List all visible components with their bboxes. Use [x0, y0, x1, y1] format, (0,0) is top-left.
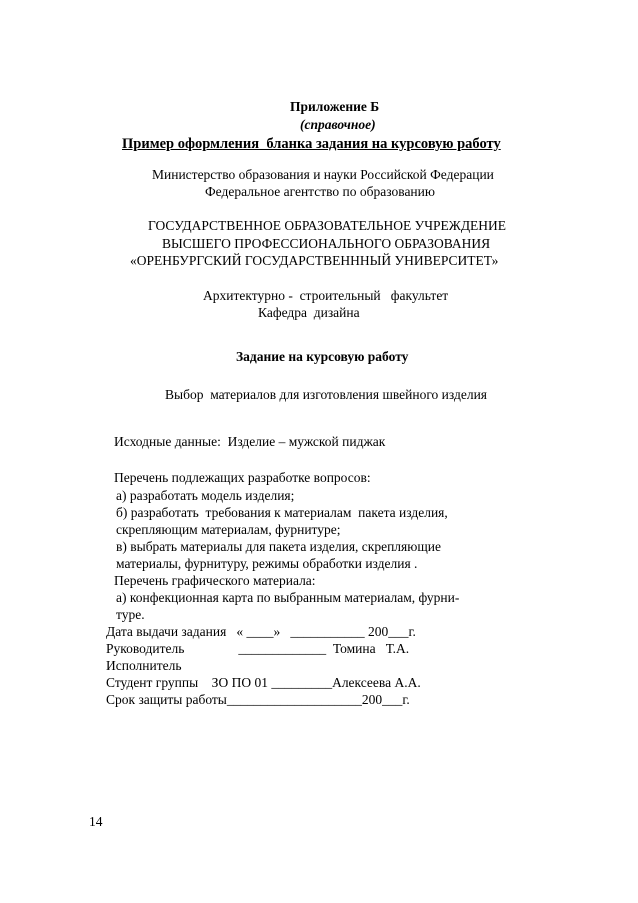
questions-heading: Перечень подлежащих разработке вопросов: [114, 470, 371, 485]
question-b-line-2: скрепляющим материалам, фурнитуре; [116, 522, 341, 537]
department-line: Кафедра дизайна [258, 305, 360, 320]
graphics-a-line-1: а) конфекционная карта по выбранным материалам, фурни- [116, 590, 460, 605]
ministry-line: Министерство образования и науки Российской Федерации [152, 167, 494, 182]
graphics-a-line-2: туре. [116, 607, 145, 622]
executor-field: Исполнитель [106, 658, 182, 673]
org-line-2: ВЫСШЕГО ПРОФЕССИОНАЛЬНОГО ОБРАЗОВАНИЯ [162, 236, 491, 251]
agency-line: Федеральное агентство по образованию [205, 184, 435, 199]
main-title: Пример оформления бланка задания на курсовую работу [122, 136, 501, 152]
assignment-topic: Выбор материалов для изготовления швейного изделия [165, 387, 488, 402]
assignment-title: Задание на курсовую работу [236, 349, 409, 364]
question-c-line-1: в) выбрать материалы для пакета изделия, скрепляющие [116, 539, 441, 554]
question-a: а) разработать модель изделия; [116, 488, 295, 503]
issue-date-field: Дата выдачи задания « ____» ___________ 200___г. [106, 624, 416, 639]
faculty-line: Архитектурно - строительный факультет [203, 288, 449, 303]
question-c-line-2: материалы, фурнитуру, режимы обработки изделия . [116, 556, 418, 571]
student-field: Студент группы ЗО ПО 01 _________Алексеева А.А. [106, 675, 421, 690]
org-line-1: ГОСУДАРСТВЕННОЕ ОБРАЗОВАТЕЛЬНОЕ УЧРЕЖДЕНИЕ [148, 218, 507, 233]
source-data-line: Исходные данные: Изделие – мужской пиджак [114, 434, 386, 449]
appendix-title: Приложение Б [290, 99, 380, 114]
graphics-heading: Перечень графического материала: [114, 573, 316, 588]
org-line-3: «ОРЕНБУРГСКИЙ ГОСУДАРСТВЕНННЫЙ УНИВЕРСИТЕТ» [130, 253, 499, 268]
question-b-line-1: б) разработать требования к материалам пакета изделия, [116, 505, 448, 520]
defense-date-field: Срок защиты работы____________________200___г. [106, 692, 410, 707]
supervisor-field: Руководитель _____________ Томина Т.А. [106, 641, 410, 656]
appendix-note: (справочное) [300, 117, 376, 132]
page-number: 14 [89, 814, 103, 829]
